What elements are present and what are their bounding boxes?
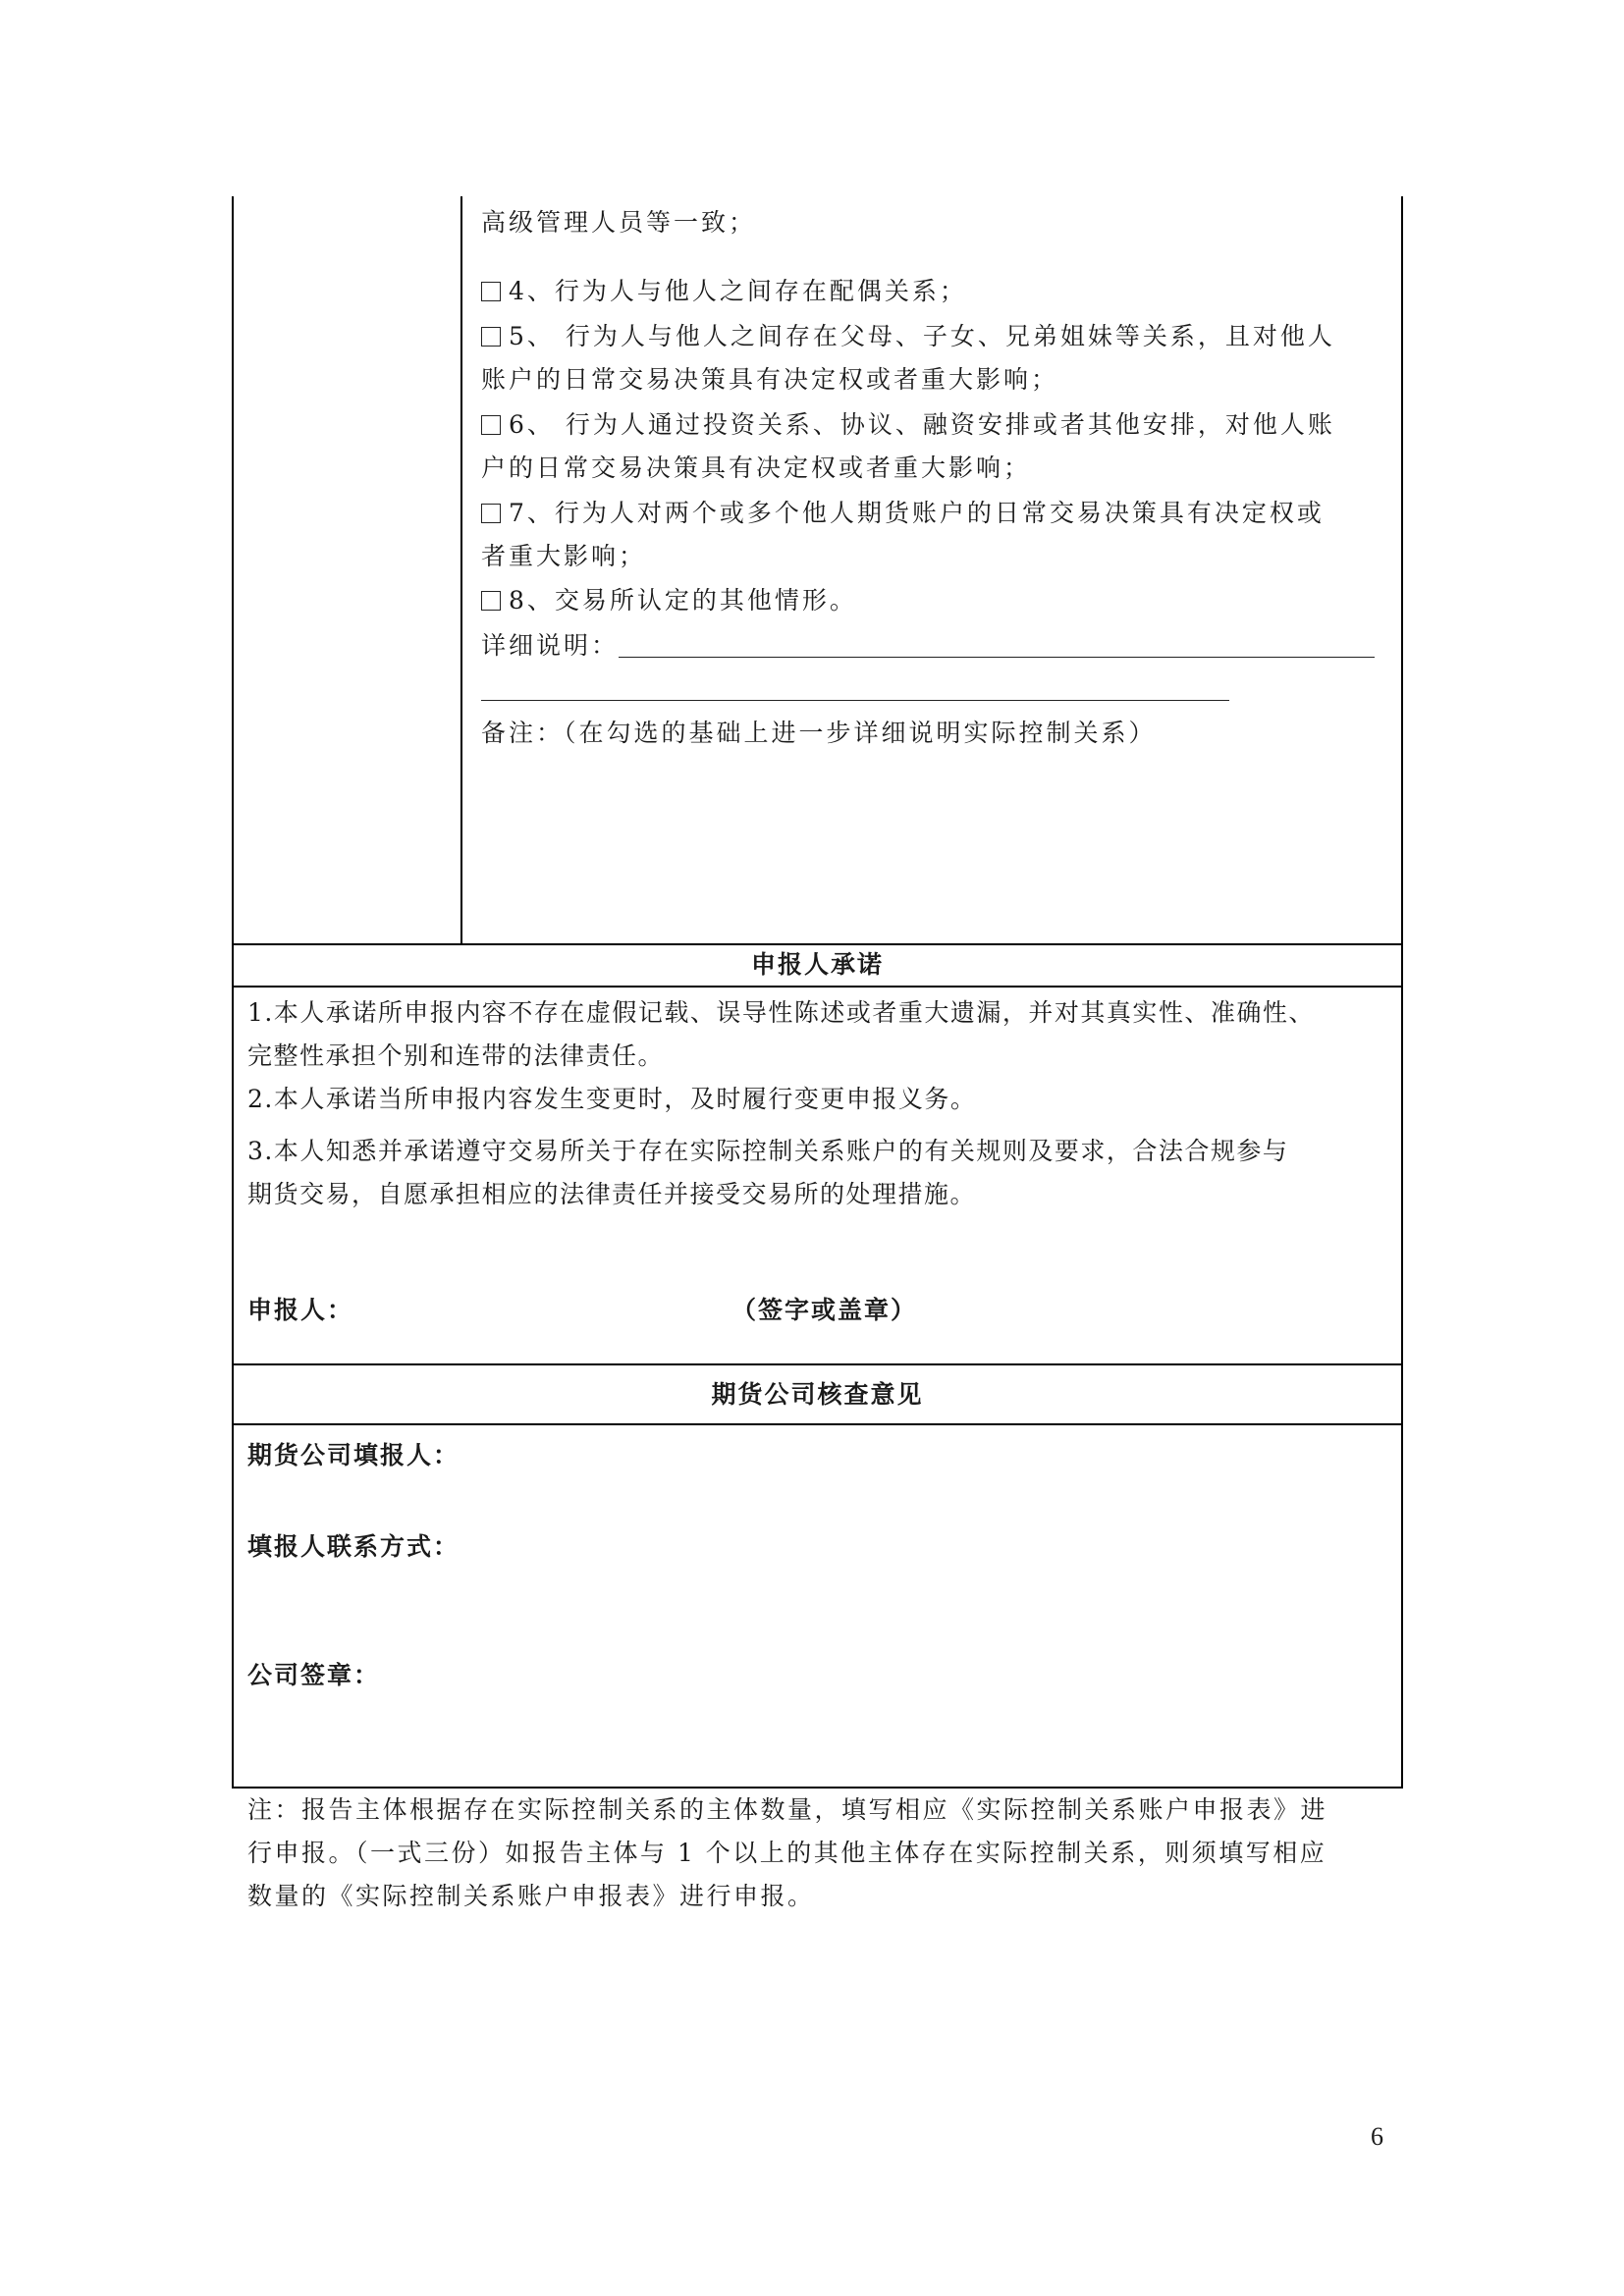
row-divider-commitment-heading	[232, 986, 1403, 988]
row-divider-review-top	[232, 1363, 1403, 1365]
option-7-line2: 者重大影响；	[481, 542, 647, 570]
commitment-item-3-line2: 期货交易，自愿承担相应的法律责任并接受交易所的处理措施。	[247, 1180, 977, 1208]
commitment-heading: 申报人承诺	[750, 950, 884, 979]
filler-label: 期货公司填报人：	[247, 1441, 460, 1469]
table-left-border	[232, 196, 234, 1789]
option-7-checkbox[interactable]	[481, 504, 501, 523]
option-4-text: 行为人与他人之间存在配偶关系；	[554, 277, 967, 305]
option-4	[481, 277, 967, 306]
page-number: 6	[1371, 2122, 1383, 2151]
option-8-text: 交易所认定的其他情形。	[554, 586, 857, 614]
option-5	[481, 322, 1335, 351]
contact-label: 填报人联系方式：	[247, 1532, 460, 1561]
option-8-number: 8、	[509, 586, 555, 614]
remark-text: 备注：（在勾选的基础上进一步详细说明实际控制关系）	[481, 719, 1157, 747]
option-6-line2: 户的日常交易决策具有决定权或者重大影响；	[481, 454, 1032, 482]
inner-column-divider	[460, 196, 462, 944]
note-line-1: 注：报告主体根据存在实际控制关系的主体数量，填写相应《实际控制关系账户申报表》进	[247, 1795, 1328, 1824]
review-heading: 期货公司核查意见	[711, 1380, 924, 1409]
option-6-number: 6、	[509, 410, 555, 439]
option-6	[481, 410, 1335, 440]
option-7-number: 7、	[509, 499, 555, 527]
declarant-label: 申报人：	[247, 1296, 354, 1324]
continued-text: 高级管理人员等一致；	[481, 208, 757, 237]
note-line-3: 数量的《实际控制关系账户申报表》进行申报。	[247, 1882, 815, 1910]
option-5-checkbox[interactable]	[481, 327, 501, 347]
option-5-line2: 账户的日常交易决策具有决定权或者重大影响；	[481, 365, 1059, 394]
table-right-border	[1401, 196, 1403, 1789]
commitment-item-2: 2.本人承诺当所申报内容发生变更时，及时履行变更申报义务。	[247, 1085, 977, 1113]
option-8-checkbox[interactable]	[481, 591, 501, 611]
option-8	[481, 586, 857, 615]
detail-label: 详细说明：	[481, 631, 620, 660]
commitment-item-1-line2: 完整性承担个别和连带的法律责任。	[247, 1041, 665, 1070]
signature-hint: （签字或盖章）	[731, 1296, 918, 1324]
row-divider-commitment-top	[232, 943, 1403, 945]
seal-label: 公司签章：	[247, 1661, 381, 1689]
table-bottom-border	[232, 1787, 1403, 1789]
option-4-number: 4、	[509, 277, 555, 305]
option-5-text: 行为人与他人之间存在父母、子女、兄弟姐妹等关系，且对他人	[565, 322, 1335, 350]
option-7	[481, 499, 1325, 528]
option-5-number: 5、	[509, 322, 555, 350]
option-7-text: 行为人对两个或多个他人期货账户的日常交易决策具有决定权或	[554, 499, 1325, 527]
option-6-text: 行为人通过投资关系、协议、融资安排或者其他安排，对他人账	[565, 410, 1335, 439]
note-line-2: 行申报。（一式三份）如报告主体与 1 个以上的其他主体存在实际控制关系，则须填写相应	[247, 1839, 1327, 1867]
detail-input-line-2[interactable]	[481, 700, 1229, 701]
commitment-item-1-line1: 1.本人承诺所申报内容不存在虚假记载、误导性陈述或者重大遗漏，并对其真实性、准确性、	[247, 998, 1315, 1027]
commitment-item-3-line1: 3.本人知悉并承诺遵守交易所关于存在实际控制关系账户的有关规则及要求，合法合规参与	[247, 1137, 1289, 1165]
row-divider-review-heading	[232, 1423, 1403, 1425]
detail-input-line-1[interactable]	[619, 657, 1375, 658]
option-6-checkbox[interactable]	[481, 415, 501, 435]
option-4-checkbox[interactable]	[481, 282, 501, 301]
